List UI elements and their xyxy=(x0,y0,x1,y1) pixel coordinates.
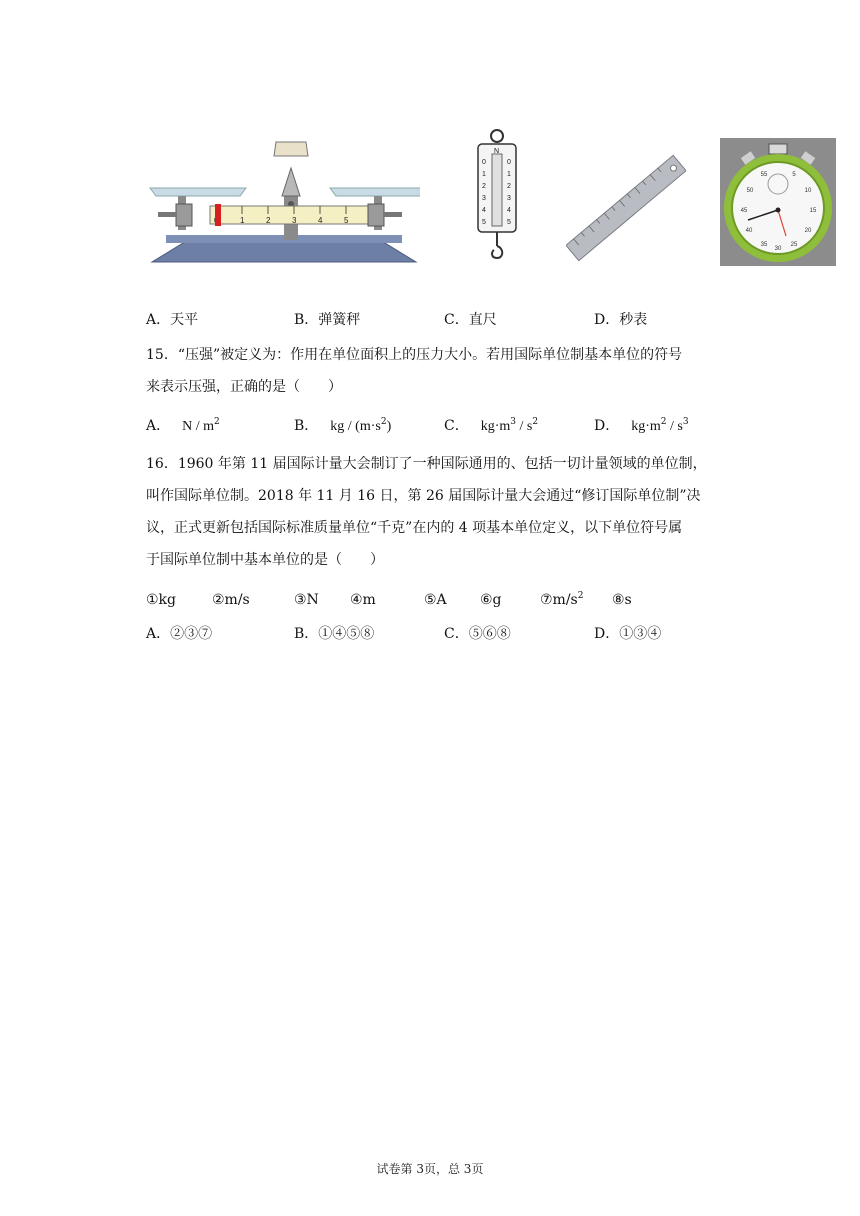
beam-tick: 5 xyxy=(344,216,349,225)
page-footer: 试卷第 3页，总 3页 xyxy=(376,1162,484,1176)
spring-tick: 0 xyxy=(482,159,486,166)
unit-symbol: ③N xyxy=(294,592,319,608)
stopwatch-number: 15 xyxy=(809,208,817,214)
stopwatch-number: 20 xyxy=(804,228,812,234)
q15-option-c xyxy=(444,416,538,437)
stopwatch-number: 40 xyxy=(745,228,753,234)
ruler-image xyxy=(566,146,686,270)
spring-tick: 3 xyxy=(482,195,486,202)
superscript: 2 xyxy=(214,417,220,427)
stopwatch-number: 25 xyxy=(790,242,798,248)
unit-symbol: ⑥g xyxy=(480,592,502,608)
q16-option-c: C．⑤⑥⑧ xyxy=(444,626,511,642)
spring-tick: 4 xyxy=(507,207,511,214)
option-formula-tail: ) xyxy=(386,419,392,434)
q15-text-line-2: 来表示压强，正确的是（ ） xyxy=(146,379,342,395)
stopwatch-number: 30 xyxy=(774,246,782,252)
option-letter: D． xyxy=(594,418,620,434)
option-formula-tail: / s xyxy=(516,419,533,434)
option-formula: kg·m xyxy=(631,419,661,434)
figure-option-a: A．天平 xyxy=(146,312,199,328)
superscript: 2 xyxy=(380,417,387,427)
q16-option-b: B．①④⑤⑧ xyxy=(294,626,375,642)
unit-symbol: ⑧s xyxy=(612,592,632,608)
unit-symbol: ④m xyxy=(350,592,376,608)
superscript: 3 xyxy=(682,417,689,427)
stopwatch-number: 35 xyxy=(760,242,768,248)
spring-tick: 0 xyxy=(507,159,511,166)
q15-option-a xyxy=(146,416,220,437)
spring-tick: 4 xyxy=(482,207,486,214)
unit-symbol: ⑤A xyxy=(424,592,447,608)
q16-text-line-3: 议，正式更新包括国际标准质量单位“千克”在内的 4 项基本单位定义，以下单位符号属 xyxy=(146,520,683,536)
spring-scale-image xyxy=(470,128,524,264)
figure-option-d: D．秒表 xyxy=(594,312,648,328)
beam-tick: 2 xyxy=(266,216,271,225)
superscript: 2 xyxy=(532,417,539,427)
superscript: 2 xyxy=(577,591,584,601)
spring-scale-unit: N xyxy=(494,148,500,155)
q16-text-line-1: 16．1960 年第 11 届国际计量大会制订了一种国际通用的、包括一切计量领域的单位制， xyxy=(146,456,707,472)
spring-tick: 5 xyxy=(507,219,511,226)
stopwatch-image xyxy=(720,138,836,266)
q16-option-a: A．②③⑦ xyxy=(146,626,213,642)
option-formula: N / m xyxy=(182,419,215,434)
option-letter: B． xyxy=(294,418,319,434)
unit-symbol: ②m/s xyxy=(212,592,250,608)
unit-symbol: ①kg xyxy=(146,592,176,608)
spring-tick: 1 xyxy=(507,171,511,178)
unit-symbol: ⑦m/s xyxy=(540,592,578,608)
option-letter: C． xyxy=(444,418,469,434)
q16-text-line-4: 于国际单位制中基本单位的是（ ） xyxy=(146,552,384,568)
stopwatch-number: 45 xyxy=(740,208,748,214)
option-formula: kg / (m·s xyxy=(330,419,381,434)
q15-option-d xyxy=(594,416,689,437)
figure-row xyxy=(0,0,860,280)
unit-symbol-7 xyxy=(540,590,583,610)
stopwatch-number: 10 xyxy=(804,188,812,194)
stopwatch-number: 55 xyxy=(760,172,768,178)
option-letter: A． xyxy=(146,418,171,434)
spring-tick: 5 xyxy=(482,219,486,226)
stopwatch-number: 5 xyxy=(792,172,796,178)
spring-tick: 3 xyxy=(507,195,511,202)
spring-tick: 2 xyxy=(482,183,486,190)
beam-tick: 4 xyxy=(318,216,323,225)
q15-text-line-1: 15．“压强”被定义为：作用在单位面积上的压力大小。若用国际单位制基本单位的符号 xyxy=(146,347,683,363)
beam-tick: 3 xyxy=(292,216,297,225)
option-formula: kg·m xyxy=(480,419,511,434)
superscript: 2 xyxy=(660,417,667,427)
spring-tick: 2 xyxy=(507,183,511,190)
q16-text-line-2: 叫作国际单位制。2018 年 11 月 16 日，第 26 届国际计量大会通过“修订国际单位制”决 xyxy=(146,488,701,504)
figure-option-c: C．直尺 xyxy=(444,312,497,328)
superscript: 3 xyxy=(510,417,517,427)
beam-tick: 1 xyxy=(240,216,245,225)
option-formula-tail: / s xyxy=(666,419,683,434)
stopwatch-number: 50 xyxy=(746,188,754,194)
balance-scale-image xyxy=(148,136,420,268)
q16-option-d: D．①③④ xyxy=(594,626,662,642)
q15-option-b xyxy=(294,416,391,437)
spring-tick: 1 xyxy=(482,171,486,178)
figure-option-b: B．弹簧秤 xyxy=(294,312,361,328)
